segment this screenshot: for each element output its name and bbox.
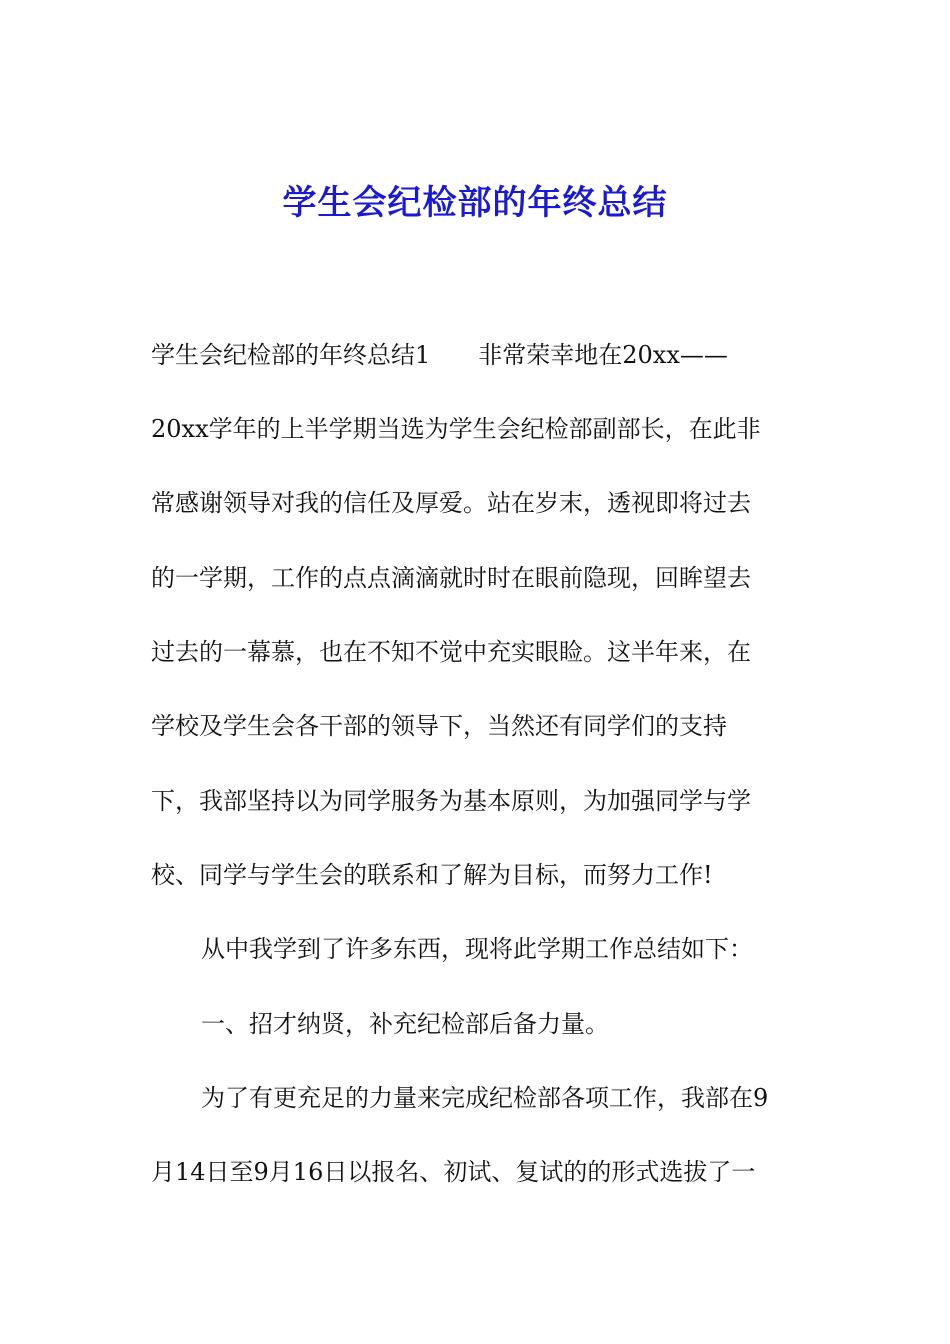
document-title: 学生会纪检部的年终总结 bbox=[282, 183, 668, 223]
paragraph-line: 的一学期，工作的点点滴滴就时时在眼前隐现，回眸望去 bbox=[151, 564, 751, 592]
paragraph-line: 下，我部坚持以为同学服务为基本原则，为加强同学与学 bbox=[151, 787, 751, 815]
paragraph-line: 校、同学与学生会的联系和了解为目标，而努力工作! bbox=[151, 861, 713, 889]
paragraph-line: 月14日至9月16日以报名、初试、复试的的形式选拔了一 bbox=[151, 1158, 756, 1186]
paragraph-line: 过去的一幕慕，也在不知不觉中充实眼睑。这半年来，在 bbox=[151, 638, 751, 666]
paragraph-line: 学生会纪检部的年终总结1 非常荣幸地在20xx—— bbox=[151, 341, 728, 369]
paragraph-line: 从中我学到了许多东西，现将此学期工作总结如下： bbox=[201, 935, 753, 963]
paragraph-line: 学校及学生会各干部的领导下，当然还有同学们的支持 bbox=[151, 712, 727, 740]
paragraph-line: 一、招才纳贤，补充纪检部后备力量。 bbox=[201, 1010, 609, 1038]
paragraph-line: 20xx学年的上半学期当选为学生会纪检部副部长，在此非 bbox=[151, 415, 761, 443]
paragraph-line: 为了有更充足的力量来完成纪检部各项工作，我部在9 bbox=[201, 1084, 769, 1112]
paragraph-line: 常感谢领导对我的信任及厚爱。站在岁末，透视即将过去 bbox=[151, 489, 751, 517]
